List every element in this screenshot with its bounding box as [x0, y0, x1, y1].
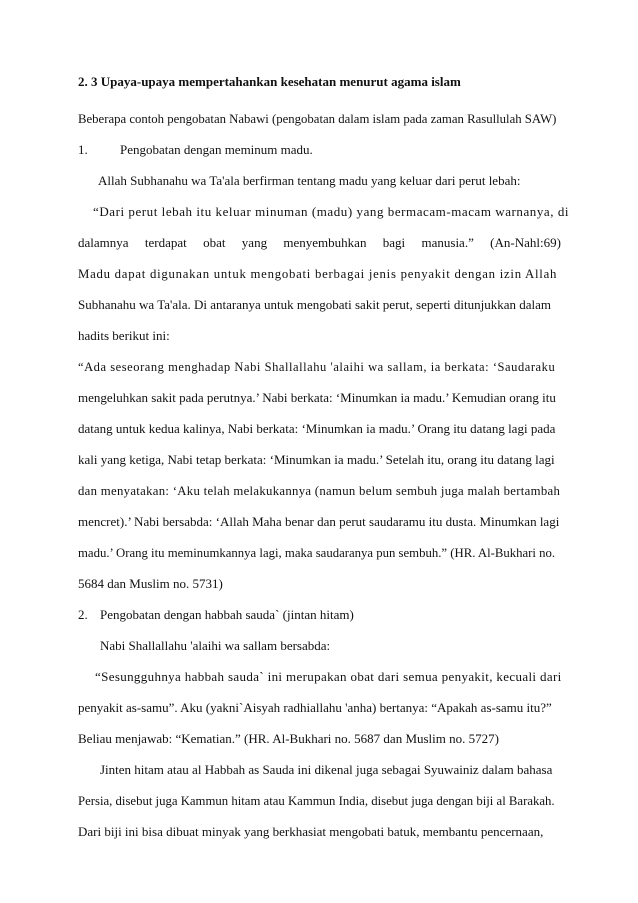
- word: manusia.”: [421, 235, 474, 250]
- word: (An-Nahl:69): [490, 235, 561, 250]
- hadith-line: datang untuk kedua kalinya, Nabi berkata: ‘Minumkan ia madu.’ Orang itu datang lagi pada: [78, 421, 556, 436]
- paragraph-line: Beberapa contoh pengobatan Nabawi (pengobatan dalam islam pada zaman Rasullulah SAW): [78, 112, 557, 126]
- hadith-line: madu.’ Orang itu meminumkannya lagi, maka saudaranya pun sembuh.” (HR. Al-Bukhari no.: [78, 546, 556, 560]
- paragraph-line: Subhanahu wa Ta'ala. Di antaranya untuk mengobati sakit perut, seperti ditunjukkan dalam: [78, 297, 552, 312]
- quote-text: “Dari perut lebah itu keluar minuman (madu) yang bermacam-macam warnanya, di: [93, 204, 570, 219]
- list-item-text: Pengobatan dengan habbah sauda` (jintan hitam): [100, 607, 354, 622]
- paragraph-line: Persia, disebut juga Kammun hitam atau Kammun India, disebut juga dengan biji al Barakah.: [78, 794, 555, 808]
- paragraph-line: Allah Subhanahu wa Ta'ala berfirman tentang madu yang keluar dari perut lebah:: [98, 173, 521, 188]
- paragraph-line: Dari biji ini bisa dibuat minyak yang berkhasiat mengobati batuk, membantu pencernaan,: [78, 824, 544, 839]
- hadith-line: “Sesungguhnya habbah sauda` ini merupakan obat dari semua penyakit, kecuali dari: [95, 669, 562, 684]
- list-number: 1.: [78, 142, 88, 157]
- hadith-line: “Ada seseorang menghadap Nabi Shallallahu 'alaihi wa sallam, ia berkata: ‘Saudaraku: [78, 360, 556, 374]
- list-item-2: [78, 607, 561, 623]
- paragraph-line: Jinten hitam atau al Habbah as Sauda ini dikenal juga sebagai Syuwainiz dalam bahasa: [100, 762, 553, 777]
- hadith-line: Beliau menjawab: “Kematian.” (HR. Al-Bukhari no. 5687 dan Muslim no. 5727): [78, 731, 499, 746]
- paragraph-line: Nabi Shallallahu 'alaihi wa sallam bersabda:: [100, 638, 331, 653]
- hadith-line: mencret).’ Nabi bersabda: ‘Allah Maha benar dan perut saudaramu itu dusta. Minumkan lagi: [78, 514, 560, 529]
- list-item-1: [78, 142, 561, 158]
- word: dalamnya: [78, 235, 129, 250]
- list-number: 2.: [78, 607, 88, 622]
- paragraph-line: Madu dapat digunakan untuk mengobati berbagai jenis penyakit dengan izin Allah: [78, 267, 558, 281]
- list-item-text: Pengobatan dengan meminum madu.: [120, 142, 313, 157]
- word: terdapat: [144, 235, 187, 250]
- word: menyembuhkan: [283, 235, 367, 250]
- section-heading: 2. 3 Upaya-upaya mempertahankan kesehatan menurut agama islam: [78, 74, 461, 89]
- word: obat: [203, 235, 226, 250]
- paragraph-line: hadits berikut ini:: [78, 328, 170, 343]
- hadith-line: kali yang ketiga, Nabi tetap berkata: ‘Minumkan ia madu.’ Setelah itu, orang itu datang lagi: [78, 452, 555, 467]
- quote-line-justified: [78, 235, 561, 251]
- hadith-line: 5684 dan Muslim no. 5731): [78, 576, 223, 591]
- quote-line: [93, 204, 570, 220]
- word: yang: [241, 235, 268, 250]
- hadith-line: mengeluhkan sakit pada perutnya.’ Nabi berkata: ‘Minumkan ia madu.’ Kemudian orang itu: [78, 390, 556, 405]
- word: bagi: [382, 235, 406, 250]
- hadith-line: dan menyatakan: ‘Aku telah melakukannya (namun belum sembuh juga malah bertambah: [78, 484, 561, 498]
- hadith-line: penyakit as-samu”. Aku (yakni`Aisyah radhiallahu 'anha) bertanya: “Apakah as-samu itu?”: [78, 700, 552, 715]
